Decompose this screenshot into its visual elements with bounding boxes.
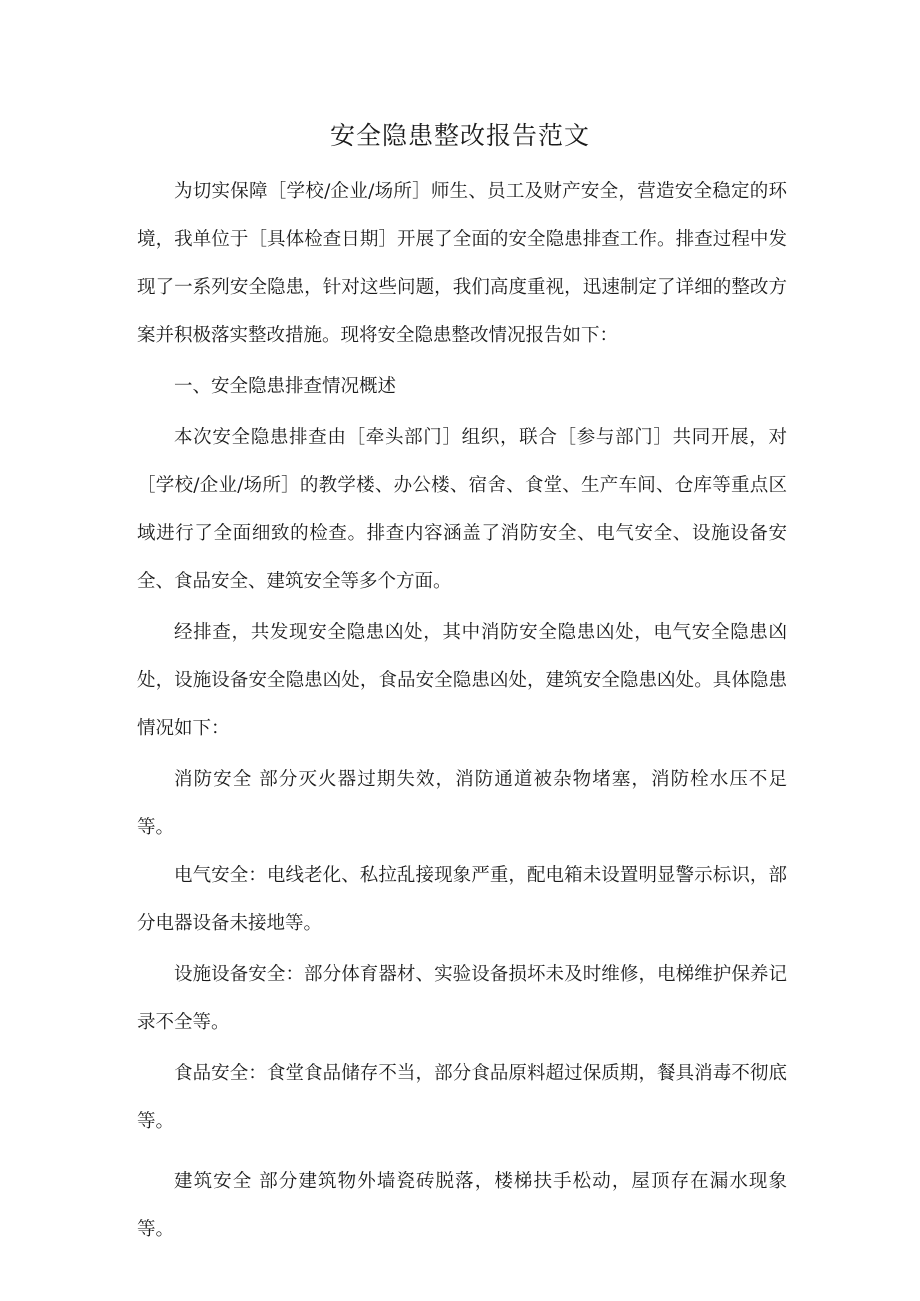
findings-paragraph: 经排查，共发现安全隐患凶处，其中消防安全隐患凶处，电气安全隐患凶处，设施设备安全隐患凶处，食品安全隐患凶处，建筑安全隐患凶处。具体隐患情况如下：	[137, 622, 787, 739]
intro-paragraph: 为切实保障［学校/企业/场所］师生、员工及财产安全，营造安全稳定的环境，我单位于［具体检查日期］开展了全面的安全隐患排查工作。排查过程中发现了一系列安全隐患，针对这些问题，我们高度重视，迅速制定了详细的整改方案并积极落实整改措施。现将安全隐患整改情况报告如下：	[137, 181, 787, 346]
document-title: 安全隐患整改报告范文	[329, 121, 590, 150]
document-body	[137, 168, 787, 1254]
overview-paragraph: 本次安全隐患排查由［牵头部门］组织，联合［参与部门］共同开展，对［学校/企业/场所］的教学楼、办公楼、宿舍、食堂、生产车间、仓库等重点区域进行了全面细致的检查。排查内容涵盖了消防安全、电气安全、设施设备安全、食品安全、建筑安全等多个方面。	[137, 427, 787, 592]
building-safety-paragraph: 建筑安全 部分建筑物外墙瓷砖脱落，楼梯扶手松动，屋顶存在漏水现象等。	[137, 1171, 787, 1240]
electrical-safety-paragraph: 电气安全：电线老化、私拉乱接现象严重，配电箱未设置明显警示标识，部分电器设备未接地等。	[137, 865, 787, 934]
section-heading: 一、安全隐患排查情况概述	[174, 376, 397, 397]
fire-safety-paragraph: 消防安全 部分灭火器过期失效，消防通道被杂物堵塞，消防栓水压不足等。	[137, 769, 787, 838]
equipment-safety-paragraph: 设施设备安全：部分体育器材、实验设备损坏未及时维修，电梯维护保养记录不全等。	[137, 964, 787, 1033]
food-safety-paragraph: 食品安全：食堂食品储存不当，部分食品原料超过保质期，餐具消毒不彻底等。	[137, 1063, 787, 1132]
